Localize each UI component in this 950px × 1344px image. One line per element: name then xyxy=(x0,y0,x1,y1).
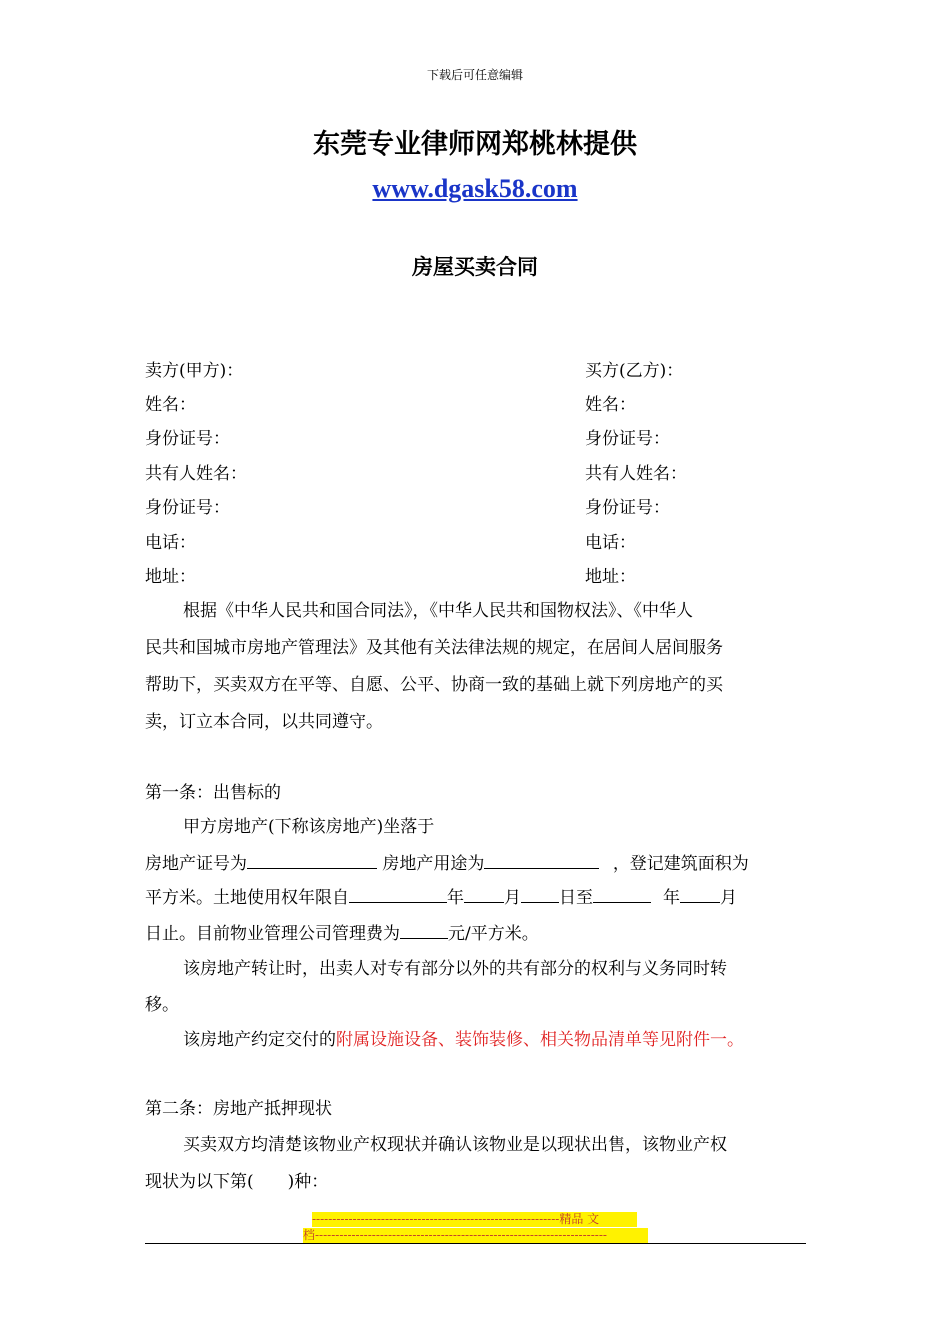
article2-line-1: 买卖双方均清楚该物业产权现状并确认该物业是以现状出售，该物业产权 xyxy=(183,1135,727,1155)
footer-watermark-line-2: 档------------------------------------------------------------------------ xyxy=(303,1228,648,1243)
land-end-month-blank xyxy=(680,884,720,903)
doc-title: 房屋买卖合同 xyxy=(412,255,538,279)
seller-id-label: 身份证号： xyxy=(145,429,230,449)
fee-unit-label: 元/平方米。 xyxy=(448,924,539,944)
footer-watermark-line-1: -------------------------------------------------------------精品 文 xyxy=(312,1212,637,1227)
footer-divider xyxy=(145,1243,806,1244)
site-link[interactable]: www.dgask58.com xyxy=(372,174,578,203)
land-term-label: 平方米。土地使用权年限自 xyxy=(145,888,349,908)
article1-location: 甲方房地产(下称该房地产)坐落于 xyxy=(183,817,435,837)
article2-line-2: 现状为以下第( )种： xyxy=(145,1172,329,1192)
intro-line-2: 民共和国城市房地产管理法》及其他有关法律法规的规定，在居间人居间服务 xyxy=(145,638,723,658)
buyer-id-label: 身份证号： xyxy=(585,429,670,449)
cert-number-blank xyxy=(247,850,377,869)
buyer-name-label: 姓名： xyxy=(585,395,636,415)
delivery-attachment-text: 附属设施设备、装饰装修、相关物品清单等见附件一。 xyxy=(336,1030,744,1050)
year-label-1: 年 xyxy=(447,888,464,908)
seller-name-label: 姓名： xyxy=(145,395,196,415)
land-end-year-blank xyxy=(593,884,651,903)
seller-co-id-label: 身份证号： xyxy=(145,498,230,518)
article1-heading: 第一条：出售标的 xyxy=(145,783,281,803)
article1-cert-line xyxy=(145,850,749,876)
buyer-co-id-label: 身份证号： xyxy=(585,498,670,518)
header-note: 下载后可任意编辑 xyxy=(426,68,523,82)
cert-number-label: 房地产证号为 xyxy=(145,854,247,874)
day-to-label: 日至 xyxy=(559,888,593,908)
org-title: 东莞专业律师网郑桃林提供 xyxy=(313,129,637,160)
fee-label: 日止。目前物业管理公司管理费为 xyxy=(145,924,400,944)
article1-fee-line xyxy=(145,920,539,946)
seller-phone-label: 电话： xyxy=(145,533,196,553)
article1-delivery-line xyxy=(183,1028,744,1052)
buyer-phone-label: 电话： xyxy=(585,533,636,553)
land-start-month-blank xyxy=(464,884,504,903)
article1-transfer-line-1: 该房地产转让时，出卖人对专有部分以外的共有部分的权利与义务同时转 xyxy=(183,959,727,979)
delivery-text: 该房地产约定交付的 xyxy=(183,1030,336,1050)
seller-co-owner-label: 共有人姓名： xyxy=(145,464,247,484)
article2-heading: 第二条：房地产抵押现状 xyxy=(145,1099,332,1119)
month-label-1: 月 xyxy=(504,888,521,908)
land-start-day-blank xyxy=(521,884,559,903)
fee-blank xyxy=(400,920,448,939)
article1-land-line xyxy=(145,884,737,910)
intro-line-1: 根据《中华人民共和国合同法》，《中华人民共和国物权法》、《中华人 xyxy=(183,601,693,621)
buyer-address-label: 地址： xyxy=(585,567,636,587)
seller-address-label: 地址： xyxy=(145,567,196,587)
buyer-co-owner-label: 共有人姓名： xyxy=(585,464,687,484)
usage-label: 房地产用途为 xyxy=(382,854,485,874)
buyer-role: 买方(乙方)： xyxy=(585,361,684,381)
seller-role: 卖方(甲方)： xyxy=(145,361,244,381)
month-label-2: 月 xyxy=(720,888,737,908)
land-start-year-blank xyxy=(349,884,447,903)
intro-line-3: 帮助下，买卖双方在平等、自愿、公平、协商一致的基础上就下列房地产的买 xyxy=(145,675,723,695)
year-label-2: 年 xyxy=(663,888,680,908)
area-label: ，登记建筑面积为 xyxy=(612,854,749,874)
intro-line-4: 卖，订立本合同，以共同遵守。 xyxy=(145,712,383,732)
article1-transfer-line-2: 移。 xyxy=(145,995,179,1015)
usage-blank xyxy=(484,850,599,869)
